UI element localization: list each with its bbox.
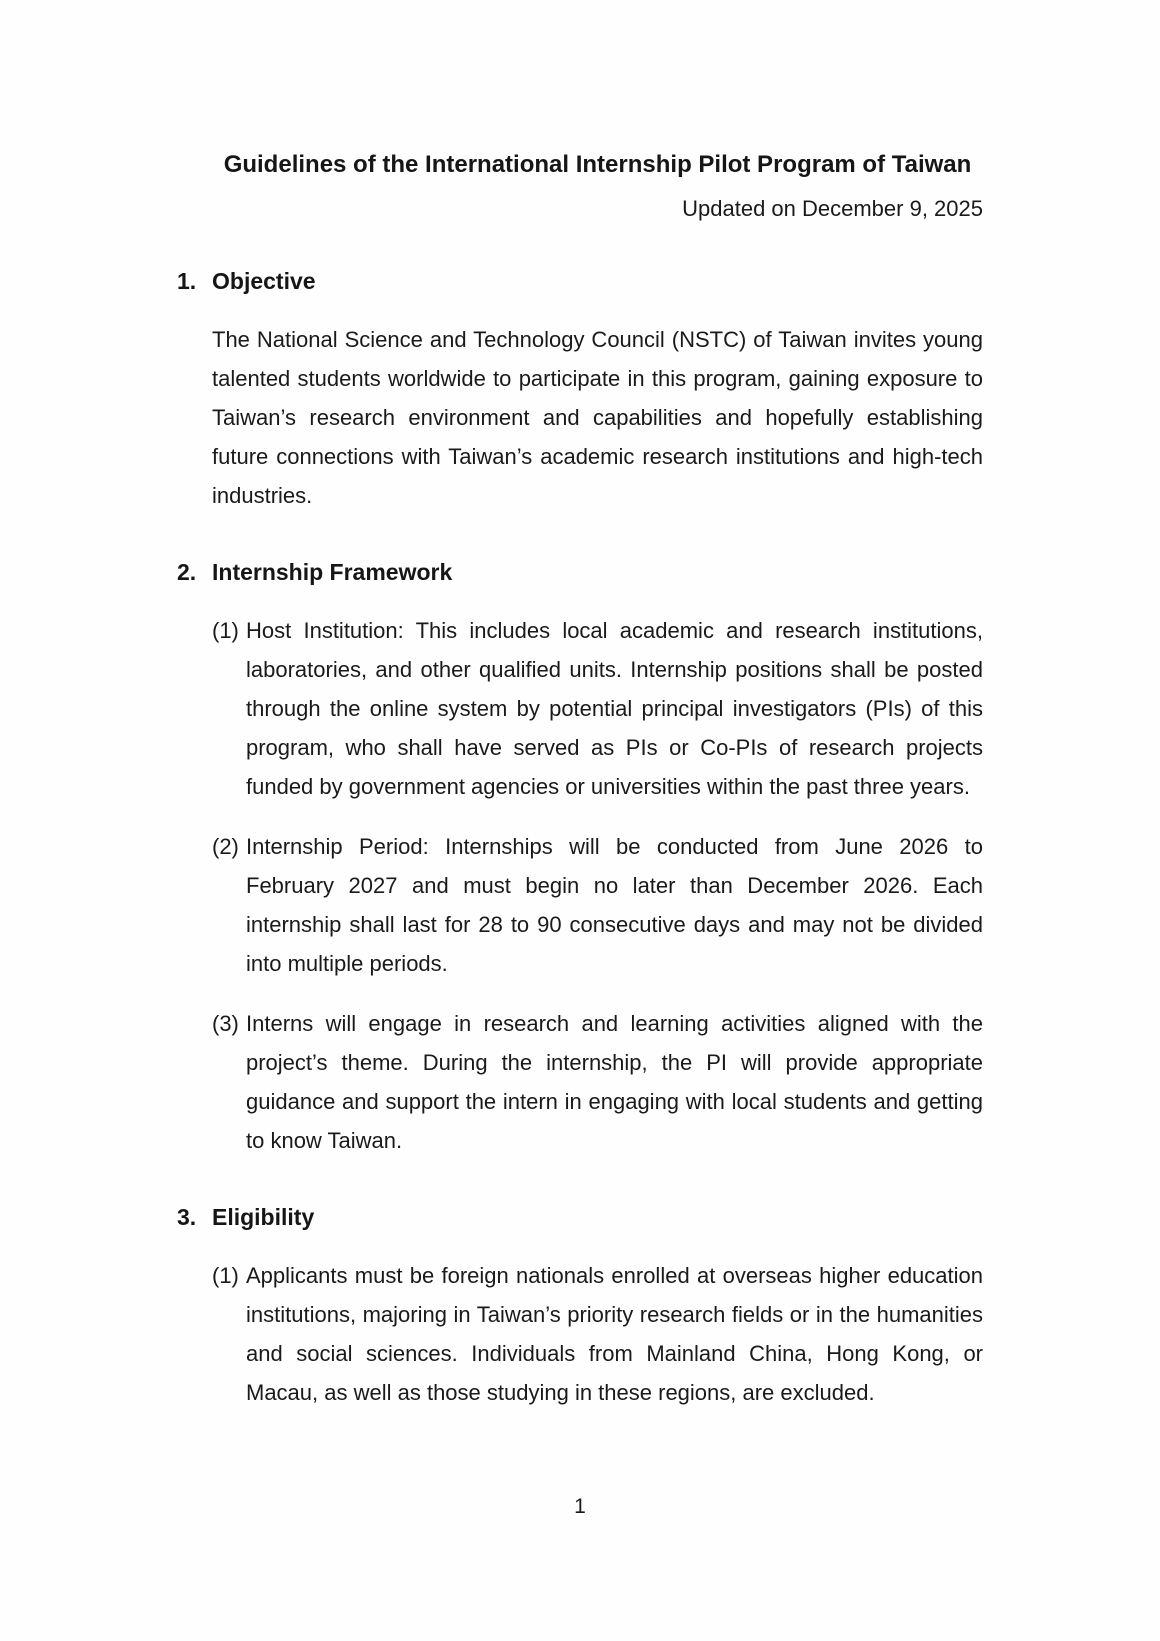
heading-label: Internship Framework: [212, 559, 453, 585]
section-heading: [177, 266, 983, 296]
item-text: Applicants must be foreign nationals enrolled at overseas higher education institutions, majoring in Taiwan’s priority research fields or in the humanities and social sciences. Individuals from Mainland China, Hong Kong, or Macau, as well as those studying in these regions, are excluded.: [246, 1263, 983, 1405]
heading-number: 3.: [177, 1204, 197, 1230]
body-paragraph: The National Science and Technology Council (NSTC) of Taiwan invites young talented students worldwide to participate in this program, gaining exposure to Taiwan’s research environment and capabilities and hopefully establishing future connections with Taiwan’s academic research institutions and high-tech industries.: [212, 327, 983, 508]
section-internship-framework: [177, 557, 983, 1160]
updated-date: Updated on December 9, 2025: [682, 196, 983, 221]
document-title: Guidelines of the International Internship Pilot Program of Taiwan: [223, 151, 972, 178]
item-marker: (1): [212, 1263, 239, 1288]
heading-number: 1.: [177, 268, 197, 294]
item-text: Host Institution: This includes local academic and research institutions, laboratories, and other qualified units. Internship positions shall be posted through the online system by potential principal investigators (PIs) of this program, who shall have served as PIs or Co-PIs of research projects funded by government agencies or universities within the past three years.: [246, 618, 983, 799]
heading-label: Eligibility: [212, 1204, 315, 1230]
section-heading: [177, 557, 983, 587]
item-marker: (3): [212, 1011, 239, 1036]
section-heading: [177, 1202, 983, 1232]
numbered-item: [212, 827, 983, 983]
page-number: 1: [574, 1495, 586, 1518]
heading-number: 2.: [177, 559, 197, 585]
numbered-item: [212, 1256, 983, 1412]
item-text: Internship Period: Internships will be conducted from June 2026 to February 2027 and must begin no later than December 2026. Each internship shall last for 28 to 90 consecutive days and may not be divided into multiple periods.: [246, 834, 983, 976]
section-objective: [177, 266, 983, 515]
item-marker: (1): [212, 618, 239, 643]
item-marker: (2): [212, 834, 239, 859]
numbered-item: [212, 611, 983, 806]
section-eligibility: [177, 1202, 983, 1412]
item-text: Interns will engage in research and learning activities aligned with the project’s theme. During the internship, the PI will provide appropriate guidance and support the intern in engaging with local students and getting to know Taiwan.: [246, 1011, 983, 1153]
heading-label: Objective: [212, 268, 316, 294]
numbered-item: [212, 1004, 983, 1160]
